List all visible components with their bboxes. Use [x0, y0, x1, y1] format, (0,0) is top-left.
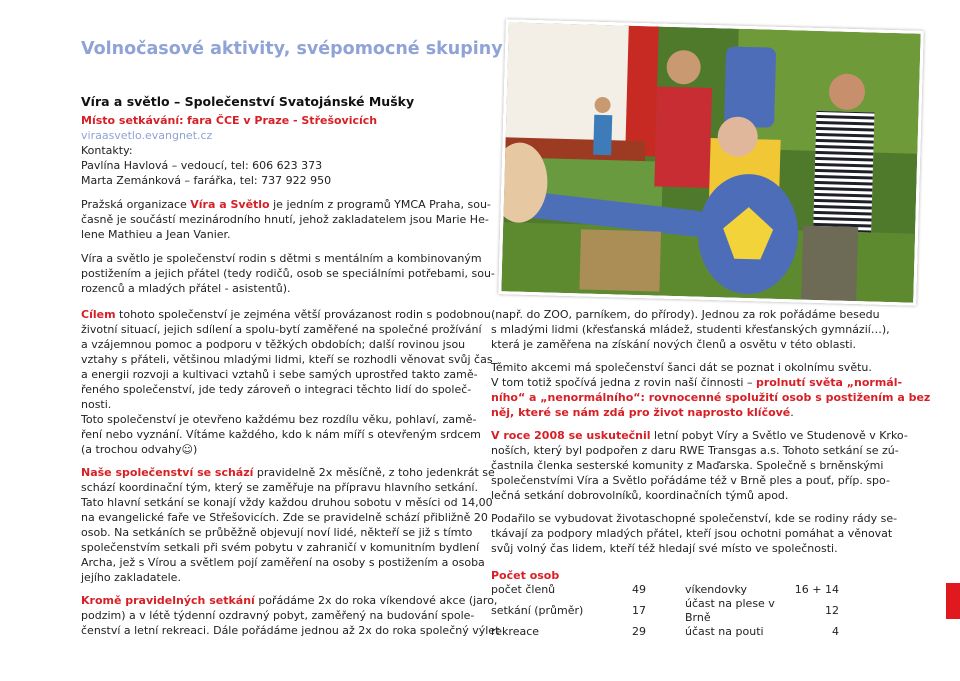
stat-label: setkání (průměr) — [491, 604, 584, 617]
group-photo — [498, 19, 924, 306]
stat-label: rekreace — [491, 625, 540, 638]
r2-line-4: něj, které se nám zdá pro život naprosto klíčové — [491, 406, 791, 419]
left-column — [81, 307, 499, 638]
stat-value: 4 — [832, 625, 839, 638]
extra-line-1: pořádáme 2x do roka víkendové akce (jaro, — [254, 594, 498, 607]
page-title: Volnočasové aktivity, svépomocné skupiny — [81, 39, 503, 59]
org-name-highlight: Víra a Světlo — [190, 198, 270, 211]
stats-heading: Počet osob — [491, 569, 560, 582]
table-row — [491, 625, 839, 639]
r3-label: V roce 2008 se uskutečnil — [491, 429, 651, 442]
description-line-1: Víra a světlo je společenství rodin s dětmi s mentálním a kombinovaným — [81, 252, 482, 265]
r2-line-2-highlight: prolnutí světa „normál- — [755, 376, 903, 389]
stat-value: 29 — [632, 625, 646, 638]
cil-line-7: nosti. — [81, 398, 112, 411]
stat-value: 49 — [632, 583, 646, 596]
stats-section — [491, 568, 839, 639]
r1-line-1: (např. do ZOO, parníkem, do přírody). Jednou za rok pořádáme besedu — [491, 308, 880, 321]
stat-value: 16 + 14 — [794, 583, 839, 596]
stat-label: účast na pouti — [685, 625, 764, 638]
meet-line-2: schází koordinační tým, který se zaměřuje na přípravu hlavního setkání. — [81, 481, 478, 494]
place-label: Místo setkávání: — [81, 114, 184, 127]
table-row — [491, 583, 839, 597]
place-value: fara ČCE v Praze - Střešovicích — [187, 114, 378, 127]
contacts-label: Kontakty: — [81, 144, 133, 157]
group-photo-icon — [501, 22, 920, 302]
org-title: Víra a světlo – Společenství Svatojánské Mušky — [81, 94, 415, 109]
r1-line-2: s mladými lidmi (křesťanská mládež, studenti křesťanských gymnázií…), — [491, 323, 890, 336]
r2-line-3: ního“ a „nenormálního“: rovnocenné spolužití osob s postižením a bez — [491, 391, 931, 404]
r4-line-3: svůj volný čas lidem, kteří též hledají své místo ve společnosti. — [491, 542, 838, 555]
stat-value: 17 — [632, 604, 646, 617]
contact-2: Marta Zemánková – farářka, tel: 737 922 950 — [81, 174, 332, 187]
meet-line-4: na evangelické faře ve Střešovicích. Zde se pravidelně schází přibližně 20 — [81, 511, 488, 524]
meet-line-7: Archa, jež s Vírou a světlem pojí zaměření na osoby s postižením a osoba — [81, 556, 485, 569]
intro-text-2: je jedním z programů YMCA Praha, sou- — [269, 198, 491, 211]
description-paragraph — [81, 251, 495, 296]
stat-value: 12 — [825, 604, 839, 617]
meet-line-3: Tato hlavní setkání se konají vždy každou druhou sobotu v měsíci od 14,00 — [81, 496, 493, 509]
description-line-3: rozenců a mladých přátel - asistentů). — [81, 282, 291, 295]
open-line-3: (a trochou odvahy☺) — [81, 443, 198, 456]
cil-line-1: tohoto společenství je zejména větší provázanost rodin s podobnou — [115, 308, 491, 321]
website-link[interactable]: viraasvetlo.evangnet.cz — [81, 129, 213, 142]
page-edge-marker — [946, 583, 960, 619]
stat-label: víkendovky — [685, 583, 747, 596]
cil-line-4: vztahy s přáteli, většinou mladými lidmi, kteří se rozhodli věnovat svůj čas — [81, 353, 493, 366]
intro-paragraph — [81, 197, 491, 242]
description-line-2: postižením a jejich přátel (tedy rodičů, osob se speciálními potřebami, sou- — [81, 267, 495, 280]
meet-line-6: společenstvím setkali při svém pobytu v zahraničí v komunitním bydlení — [81, 541, 480, 554]
r3-line-3: častnila členka sesterské komunity z Maďarska. Společně s brněnskými — [491, 459, 884, 472]
stats-table — [491, 583, 839, 639]
open-line-2: ření nebo vyznání. Vítáme každého, kdo k nám míří s otevřeným srdcem — [81, 428, 481, 441]
intro-line-2: časně je součástí mezinárodního hnutí, jehož zakladatelem jsou Marie He- — [81, 213, 489, 226]
r1-line-3: která je zaměřena na získání nových členů a osvětu v této oblasti. — [491, 338, 857, 351]
meet-label: Naše společenství se schází — [81, 466, 254, 479]
contact-1: Pavlína Havlová – vedoucí, tel: 606 623 373 — [81, 159, 323, 172]
r3-line-4: společenstvími Víra a Světlo pořádáme též v Brně ples a pouť, příp. spo- — [491, 474, 890, 487]
r2-line-1: Těmito akcemi má společenství šanci dát se poznat i okolnímu světu. — [491, 361, 872, 374]
r4-line-2: tkávají za podpory mladých přátel, kteří jsou ochotni pomáhat a věnovat — [491, 527, 893, 540]
org-info — [81, 113, 377, 188]
meet-line-1: pravidelně 2x měsíčně, z toho jedenkrát se — [253, 466, 495, 479]
table-row — [491, 597, 839, 625]
r2-line-4-end: . — [790, 406, 794, 419]
r3-line-5: lečná setkání dobrovolníků, koordinačních týmů apod. — [491, 489, 789, 502]
meet-line-8: jejího zakladatele. — [81, 571, 181, 584]
stat-label: počet členů — [491, 583, 556, 596]
open-line-1: Toto společenství je otevřeno každému bez rozdílu věku, pohlaví, zamě- — [81, 413, 477, 426]
r3-line-1: letní pobyt Víry a Světlo ve Studenově v Krko- — [650, 429, 908, 442]
cil-line-3: a vzájemnou pomoc a podporu v těžkých obdobích; další rovinou jsou — [81, 338, 466, 351]
r2-line-2: V tom totiž spočívá jedna z rovin naší činnosti – — [491, 376, 756, 389]
cil-line-2: životní situací, jejich sdílení a spolu-bytí zaměřené na společné prožívání — [81, 323, 482, 336]
intro-text-1: Pražská organizace — [81, 198, 191, 211]
cil-line-6: řeného společenství, jde tedy zároveň o integraci těchto lidí do společ- — [81, 383, 472, 396]
cil-line-5: a energii rozvoji a kultivaci vztahů i sebe samých uprostřed takto zamě- — [81, 368, 478, 381]
cil-label: Cílem — [81, 308, 116, 321]
r4-line-1: Podařilo se vybudovat životaschopné společenství, kde se rodiny rády se- — [491, 512, 898, 525]
extra-line-3: čenství a letní rekreaci. Dále pořádáme jednou až 2x do roka společný výlet — [81, 624, 500, 637]
right-column — [491, 307, 930, 556]
intro-line-3: lene Mathieu a Jean Vanier. — [81, 228, 231, 241]
extra-line-2: podzim) a v létě týdenní ozdravný pobyt, zaměřený na budování spole- — [81, 609, 475, 622]
extra-label: Kromě pravidelných setkání — [81, 594, 255, 607]
meet-line-5: osob. Na setkáních se průběžně objevují noví lidé, někteří se již s tímto — [81, 526, 473, 539]
stat-label: účast na plese v Brně — [685, 597, 775, 624]
r3-line-2: noších, který byl podpořen z daru RWE Transgas a.s. Tohoto setkání se zú- — [491, 444, 899, 457]
